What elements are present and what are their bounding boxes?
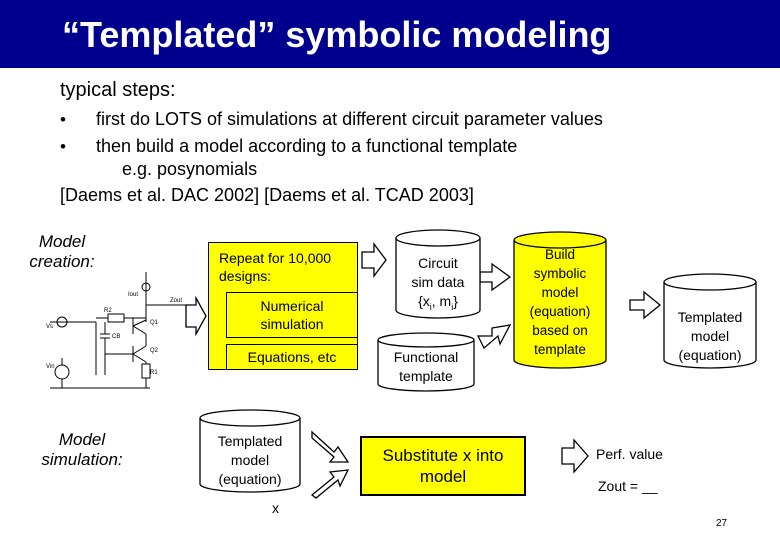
numerical-simulation-line: simulation	[260, 316, 324, 332]
numerical-simulation-box	[226, 292, 358, 338]
bullet-text: then build a model according to a functional template	[96, 136, 518, 156]
arrow-shape	[312, 470, 348, 498]
repeat-text-line: Repeat for 10,000	[219, 250, 332, 266]
subheading: typical steps:	[60, 79, 176, 101]
schematic-label: Zout	[170, 298, 183, 304]
bullet-marker: •	[60, 110, 66, 129]
repeat-text	[219, 249, 331, 285]
arrow-shape	[186, 298, 206, 334]
substitute-box	[360, 436, 526, 496]
build-model-line: symbolic	[533, 266, 587, 281]
arrow-shape	[312, 432, 348, 462]
schematic-label: Q2	[150, 348, 159, 354]
templated-model-simulation-text	[200, 432, 300, 489]
functional-template-line: Functional	[393, 349, 459, 365]
bullet-text: first do LOTS of simulations at different circuit parameter values	[96, 109, 603, 129]
templated-model-line: Templated	[677, 309, 743, 325]
build-model-line: (equation)	[529, 304, 591, 319]
equations-text: Equations, etc	[247, 349, 337, 365]
slide-title: “Templated” symbolic modeling	[62, 14, 612, 55]
x-input-label: x	[272, 500, 279, 516]
circuit-sim-data-line: sim data	[411, 274, 465, 290]
bullet-marker: •	[60, 137, 66, 156]
functional-template-line: template	[399, 368, 453, 384]
build-symbolic-model-text	[514, 245, 606, 359]
schematic-label: Iout	[128, 292, 139, 298]
build-model-line: template	[534, 342, 586, 357]
model-simulation-label-line: simulation:	[41, 450, 123, 469]
build-model-line: model	[541, 285, 579, 300]
repeat-text-line: designs:	[219, 268, 272, 284]
circuit-sim-data-line: {$x_i$, $m_i$}	[418, 293, 458, 312]
numerical-simulation-line: Numerical	[260, 298, 324, 314]
schematic-label: CB	[112, 334, 121, 340]
build-model-line: based on	[532, 323, 588, 338]
zout-label: Zout = __	[598, 478, 658, 494]
circuit-sim-data-text	[396, 254, 480, 317]
arrow-shape	[362, 244, 386, 276]
page-number: 27	[716, 518, 728, 529]
schematic-label: Vin	[46, 364, 55, 370]
templated-model-creation-text	[664, 308, 756, 365]
arrow-shape	[630, 292, 660, 318]
substitute-line: model	[419, 467, 467, 486]
example-line: e.g. posynomials	[122, 159, 258, 179]
substitute-line: Substitute x into	[382, 446, 504, 465]
model-creation-label-line: Model	[38, 232, 86, 251]
templated-model-line: model	[230, 452, 270, 468]
citation: [Daems et al. DAC 2002] [Daems et al. TCAD 2003]	[60, 185, 474, 205]
equations-box	[226, 344, 358, 370]
schematic-label: R1	[150, 370, 158, 376]
schematic-label: R2	[104, 308, 112, 314]
schematic-label: Q1	[150, 320, 159, 326]
arrow-shape	[478, 325, 510, 348]
functional-template-text	[378, 348, 474, 386]
perf-value-label: Perf. value	[596, 446, 663, 462]
templated-model-line: (equation)	[218, 471, 282, 487]
templated-model-line: Templated	[217, 433, 283, 449]
model-creation-label-line: creation:	[29, 252, 95, 271]
build-model-line: Build	[544, 247, 575, 262]
circuit-sim-data-line: Circuit	[418, 255, 458, 271]
arrow-shape	[562, 440, 588, 472]
templated-model-line: model	[690, 328, 730, 344]
schematic-label: Vs	[46, 324, 54, 330]
model-simulation-label-line: Model	[58, 430, 106, 449]
arrow-shape	[480, 264, 510, 290]
templated-model-line: (equation)	[678, 347, 742, 363]
